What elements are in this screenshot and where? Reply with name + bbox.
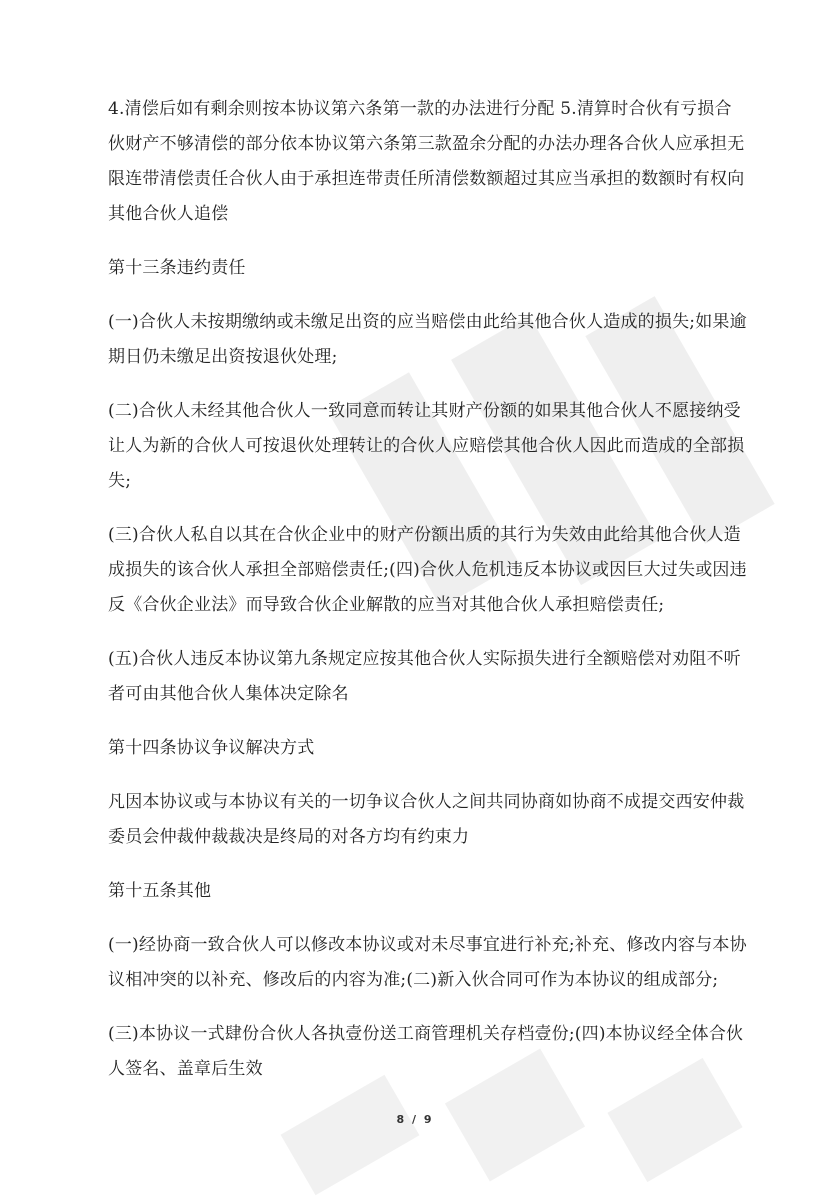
paragraph-article-13-item-2: (二)合伙人未经其他合伙人一致同意而转让其财产份额的如果其他合伙人不愿接纳受让人为新的合伙人可按退伙处理转让的合伙人应赔偿其他合伙人因此而造成的全部损失; [108, 401, 745, 491]
paragraph-article-15-items-3-4: (三)本协议一式肆份合伙人各执壹份送工商管理机关存档壹份;(四)本协议经全体合伙人签名、盖章后生效 [108, 1024, 744, 1079]
heading-article-15: 第十五条其他 [108, 881, 212, 901]
heading-article-14: 第十四条协议争议解决方式 [108, 738, 315, 758]
paragraph-article-13-item-1: (一)合伙人未按期缴纳或未缴足出资的应当赔偿由此给其他合伙人造成的损失;如果逾期日仍未缴足出资按退伙处理; [108, 312, 747, 367]
document-body [108, 92, 748, 1087]
paragraph-article-15-items-1-2: (一)经协商一致合伙人可以修改本协议或对未尽事宜进行补充;补充、修改内容与本协议相冲突的以补充、修改后的内容为准;(二)新入伙合同可作为本协议的组成部分; [108, 935, 747, 990]
heading-article-13: 第十三条违约责任 [108, 258, 246, 278]
paragraph-article-14: 凡因本协议或与本协议有关的一切争议合伙人之间共同协商如协商不成提交西安仲裁委员会仲裁仲裁裁决是终局的对各方均有约束力 [108, 792, 745, 847]
page-number: 8 / 9 [396, 1113, 434, 1126]
paragraph-article-13-item-3-4: (三)合伙人私自以其在合伙企业中的财产份额出质的其行为失效由此给其他合伙人造成损失的该合伙人承担全部赔偿责任;(四)合伙人危机违反本协议或因巨大过失或因违反《合伙企业法》而导致合伙企业解散的应当对其他合伙人承担赔偿责任; [108, 525, 747, 615]
paragraph-liquidation-clause: 4.清偿后如有剩余则按本协议第六条第一款的办法进行分配 5.清算时合伙有亏损合伙财产不够清偿的部分依本协议第六条第三款盈余分配的办法办理各合伙人应承担无限连带清偿责任合伙人由于承担连带责任所清偿数额超过其应当承担的数额时有权向其他合伙人追偿 [108, 99, 745, 224]
paragraph-article-13-item-5: (五)合伙人违反本协议第九条规定应按其他合伙人实际损失进行全额赔偿对劝阻不听者可由其他合伙人集体决定除名 [108, 649, 741, 704]
